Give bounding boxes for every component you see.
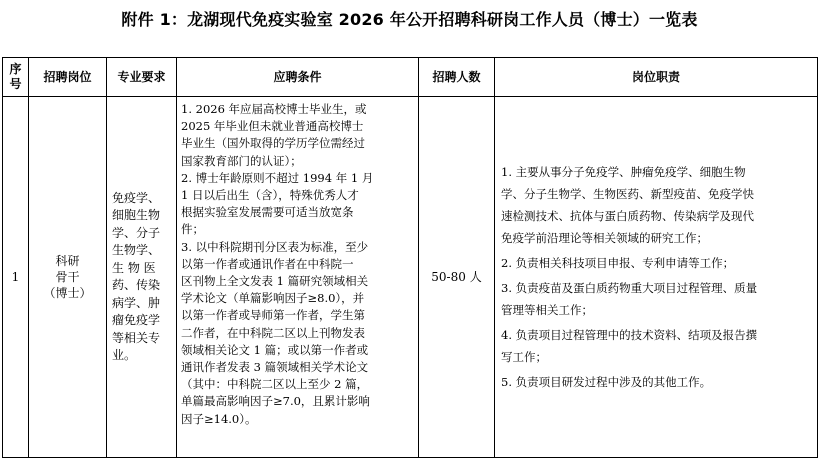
table-header-row <box>3 58 818 97</box>
cell-count: 50-80 人 <box>419 97 495 458</box>
major-line: 学、分子 <box>112 225 161 240</box>
major-line: 生物学、 <box>112 243 161 257</box>
page-title: 附件 1：龙湖现代免疫实验室 2026 年公开招聘科研岗工作人员（博士）一览表 <box>121 10 698 29</box>
condition-line: 3. 以中科院期刊分区表为标准，至少 <box>181 239 369 254</box>
condition-line: 以第一作者或通讯作者在中科院一 <box>181 256 354 271</box>
position-line-2: 骨干 <box>55 270 80 284</box>
header-conditions: 应聘条件 <box>177 58 419 97</box>
duty-line: 2. 负责相关科技项目申报、专利申请等工作； <box>501 256 735 270</box>
condition-line: 1. 2026 年应届高校博士毕业生，或 <box>181 102 367 116</box>
condition-line: 1 日以后出生（含），特殊优秀人才 <box>181 188 359 203</box>
condition-line: 领域相关论文 1 篇；或以第一作者或 <box>181 342 369 357</box>
duty-item-3 <box>501 277 811 321</box>
header-seq-line-1: 序 <box>9 62 22 76</box>
condition-line: 件； <box>181 222 204 237</box>
cell-conditions <box>177 97 419 458</box>
table-row <box>3 97 818 458</box>
duty-line: 5. 负责项目研发过程中涉及的其他工作。 <box>501 375 712 389</box>
duty-item-5 <box>501 371 811 393</box>
major-line: 药、传染 <box>112 278 161 292</box>
duty-line: 3. 负责疫苗及蛋白质药物重大项目过程管理、质量 <box>501 281 758 295</box>
condition-line: 2. 博士年龄原则不超过 1994 年 1 月 <box>181 170 374 185</box>
major-line: 免疫学、 <box>112 190 161 205</box>
duty-line: 写工作； <box>501 350 547 364</box>
cell-seq: 1 <box>3 97 29 458</box>
condition-line: 2025 年毕业但未就业普通高校博士 <box>181 119 364 134</box>
duty-line: 4. 负责项目过程管理中的技术资料、结项及报告撰 <box>501 328 758 342</box>
condition-line: 学术论文（单篇影响因子≥8.0），并 <box>181 291 365 306</box>
major-line: 等相关专 <box>112 330 161 345</box>
cell-duties <box>495 97 818 458</box>
condition-line: 通讯作者发表 3 篇领域相关学术论文 <box>181 360 369 375</box>
duty-line: 1. 主要从事分子免疫学、肿瘤免疫学、细胞生物 <box>501 165 746 179</box>
major-line: 瘤免疫学 <box>112 313 161 327</box>
position-line-1: 科研 <box>55 254 80 268</box>
duty-line: 管理等相关工作； <box>501 303 593 317</box>
condition-line: 毕业生（国外取得的学历学位需经过 <box>181 136 365 151</box>
duty-item-1 <box>501 161 811 249</box>
major-line: 细胞生物 <box>112 208 161 222</box>
major-line: 生 物 医 <box>112 260 156 275</box>
header-seq-line-2: 号 <box>9 77 22 91</box>
header-count: 招聘人数 <box>419 58 495 97</box>
condition-line: 因子≥14.0）。 <box>181 411 257 426</box>
header-position: 招聘岗位 <box>29 58 107 97</box>
cell-major <box>107 97 177 458</box>
condition-line: 区刊物上全文发表 1 篇研究领域相关 <box>181 274 369 289</box>
condition-line: 单篇最高影响因子≥7.0，且累计影响 <box>181 394 370 409</box>
duty-line: 速检测技术、抗体与蛋白质药物、传染病学及现代 <box>501 209 754 223</box>
recruitment-table <box>2 57 818 458</box>
duty-line: 学、分子生物学、生物医药、新型疫苗、免疫学快 <box>501 187 754 201</box>
condition-line: 二作者，在中科院二区以上刊物发表 <box>181 325 365 340</box>
header-major: 专业要求 <box>107 58 177 97</box>
major-line: 病学、肿 <box>112 295 161 310</box>
condition-line: 根据实验室发展需要可适当放宽条 <box>181 205 354 220</box>
header-duties: 岗位职责 <box>495 58 818 97</box>
position-line-3: （博士） <box>43 286 92 300</box>
condition-line: （其中：中科院二区以上至少 2 篇， <box>181 377 369 392</box>
cell-position <box>29 97 107 458</box>
header-seq <box>3 58 29 97</box>
major-line: 业。 <box>112 348 137 362</box>
duty-item-2 <box>501 252 811 274</box>
condition-line: 国家教育部门的认证）； <box>181 153 302 168</box>
duty-item-4 <box>501 324 811 368</box>
condition-line: 以第一作者或导师第一作者，学生第 <box>181 308 365 323</box>
duty-line: 免疫学前沿理论等相关领域的研究工作； <box>501 231 708 245</box>
